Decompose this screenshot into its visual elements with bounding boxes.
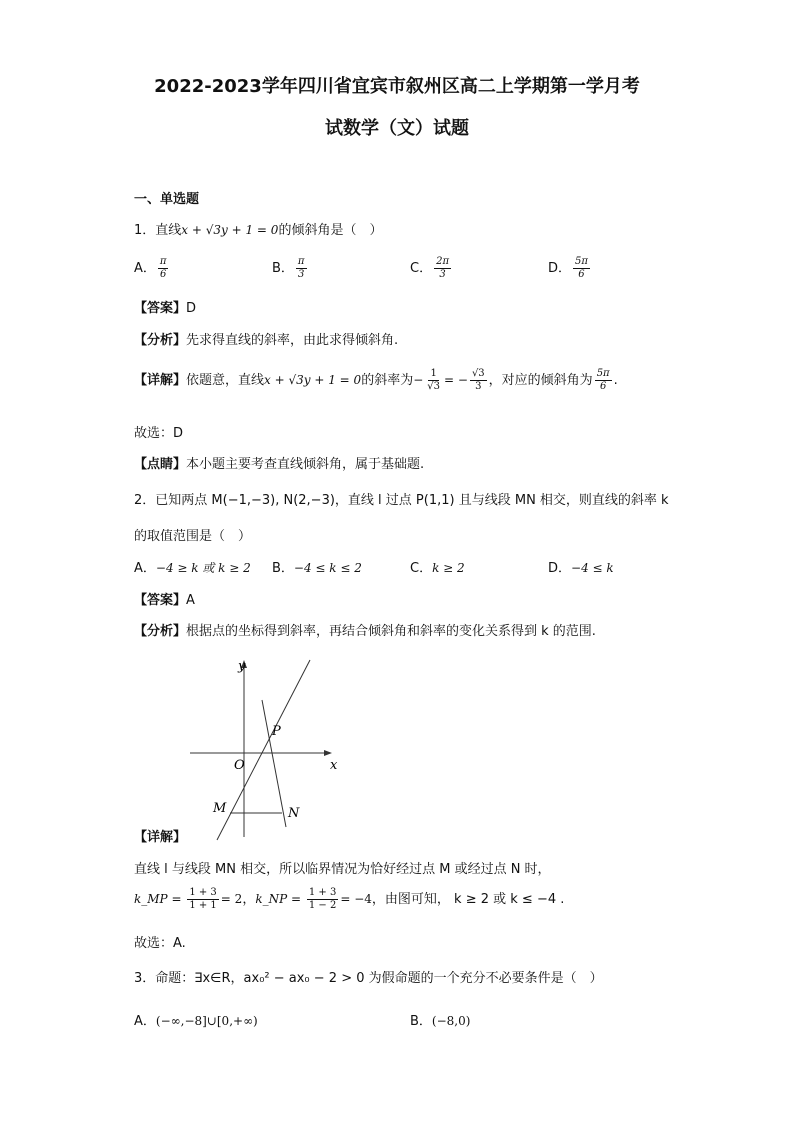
frac-num: √3 — [471, 368, 485, 379]
coordinate-figure — [180, 652, 350, 842]
option-label: B． — [410, 1014, 432, 1029]
point-n-label: N — [288, 806, 300, 821]
detail-text: . — [613, 373, 618, 388]
q2-stem-line2: 的取值范围是（ ） — [134, 529, 252, 544]
option-text: −4 ≥ k 或 k ≥ 2 — [155, 561, 251, 575]
q1-choice: 故选：D — [134, 426, 184, 441]
comment-text: 本小题主要考查直线倾斜角，属于基础题. — [186, 457, 425, 472]
answer-tag: 【答案】 — [134, 301, 187, 316]
answer-value: D — [186, 301, 197, 316]
q2-detail-line2: k_MP = $\frac{1 + 3}{1 + 1}$ = 2，k_NP = $\frac{1 + 3}{1 - 2}$ = −4，由图可知， k ≥ 2 或 k ≤ −4 . — [134, 887, 565, 911]
q1-option-d — [548, 256, 592, 281]
frac-den: 1 − 2 — [308, 900, 337, 911]
slope-fraction-2 — [470, 368, 487, 393]
slope-symbol: k_MP — [134, 892, 168, 906]
q3-stem: 3．命题：∃x∈R，ax₀² − ax₀ − 2 > 0 为假命题的一个充分不必要条件是（ ） — [134, 971, 603, 986]
option-text: −4 ≤ k — [571, 561, 614, 575]
frac-num: 1 + 3 — [308, 887, 337, 898]
line-np — [262, 700, 286, 827]
q2-answer — [134, 589, 195, 608]
detail-text: ，由图可知， k ≥ 2 或 k ≤ −4 . — [371, 892, 565, 907]
k1-value: = 2 — [220, 892, 243, 906]
option-label: C． — [410, 561, 433, 576]
option-text: −4 ≤ k ≤ 2 — [293, 561, 362, 575]
option-label: C． — [410, 261, 433, 276]
answer-value: A — [186, 593, 195, 608]
frac-den: 6 — [578, 269, 585, 280]
point-m-label: M — [213, 801, 227, 816]
option-label: B． — [272, 261, 294, 276]
minus-sign: − — [413, 373, 424, 387]
section-heading: 一、单选题 — [134, 192, 200, 207]
q2-option-b — [272, 557, 362, 576]
angle-fraction — [595, 368, 612, 393]
analysis-tag: 【分析】 — [134, 624, 187, 639]
origin-label: O — [234, 758, 245, 773]
q1-analysis — [134, 329, 398, 348]
q1-answer — [134, 297, 196, 316]
q1-option-b — [272, 256, 309, 281]
option-fraction — [573, 256, 590, 281]
frac-den: 3 — [439, 269, 446, 280]
k2-fraction — [307, 887, 338, 912]
detail-tag: 【详解】 — [134, 373, 187, 388]
option-label: A． — [134, 1014, 156, 1029]
frac-num: 2π — [436, 256, 450, 267]
detail-text: 的斜率为 — [361, 373, 414, 388]
option-label: A． — [134, 561, 156, 576]
slope-fraction — [425, 368, 442, 393]
q2-stem-line1: 2．已知两点 M(−1,−3), N(2,−3)，直线 l 过点 P(1,1) 且与线段 MN 相交，则直线的斜率 k — [134, 493, 669, 508]
frac-num: 5π — [575, 256, 588, 267]
x-label: x — [330, 758, 338, 773]
q1-option-c — [410, 256, 453, 281]
q3-option-b — [410, 1010, 470, 1029]
q1-stem-formula: x + √3y + 1 = 0 — [181, 223, 279, 237]
q3-option-a — [134, 1010, 258, 1029]
q2-detail-tag — [134, 826, 186, 845]
frac-den: 6 — [160, 269, 167, 280]
q2-detail-line1: 直线 l 与线段 MN 相交，所以临界情况为恰好经过点 M 或经过点 N 时， — [134, 862, 551, 877]
answer-tag: 【答案】 — [134, 593, 187, 608]
option-fraction — [158, 256, 169, 281]
point-p-label: P — [272, 724, 281, 739]
q2-choice: 故选：A. — [134, 936, 186, 951]
frac-den: √3 — [427, 381, 440, 392]
frac-num: 1 — [430, 368, 437, 379]
q1-stem-post: 的倾斜角是（ ） — [278, 223, 383, 238]
option-label: B． — [272, 561, 294, 576]
frac-num: π — [297, 256, 305, 267]
analysis-tag: 【分析】 — [134, 333, 187, 348]
option-label: A． — [134, 261, 156, 276]
option-text: (−8,0) — [431, 1014, 471, 1028]
frac-num: 5π — [596, 368, 610, 379]
slope-symbol: k_NP — [255, 892, 288, 906]
k1-fraction — [187, 887, 218, 912]
analysis-text: 先求得直线的斜率，由此求得倾斜角. — [186, 333, 399, 348]
detail-tag: 【详解】 — [134, 830, 187, 845]
q2-option-d — [548, 557, 614, 576]
detail-formula: x + √3y + 1 = 0 — [264, 373, 362, 387]
k2-value: = −4 — [340, 892, 372, 906]
page-title: 2022-2023学年四川省宜宾市叙州区高二上学期第一学月考 — [154, 76, 640, 97]
option-label: D． — [548, 561, 572, 576]
detail-text: 依题意，直线 — [186, 373, 265, 388]
frac-den: 1 + 1 — [189, 900, 217, 911]
detail-text: ，对应的倾斜角为 — [488, 373, 593, 388]
frac-den: 3 — [475, 381, 482, 392]
page-title-line2: 试数学（文）试题 — [325, 118, 469, 139]
option-text: k ≥ 2 — [432, 561, 465, 575]
comment-tag: 【点睛】 — [134, 457, 187, 472]
option-fraction — [296, 256, 307, 281]
option-label: D． — [548, 261, 572, 276]
q2-option-c — [410, 557, 465, 576]
q1-stem — [134, 219, 382, 238]
analysis-text: 根据点的坐标得到斜率，再结合倾斜角和斜率的变化关系得到 k 的范围. — [186, 624, 596, 639]
q1-detail — [134, 368, 618, 393]
q1-comment — [134, 453, 424, 472]
frac-den: 6 — [599, 381, 607, 392]
q1-option-a — [134, 256, 170, 281]
q2-analysis — [134, 620, 596, 639]
option-text: (−∞,−8]∪[0,+∞) — [155, 1014, 258, 1028]
option-fraction — [434, 256, 451, 281]
q1-stem-pre: 1．直线 — [134, 223, 182, 238]
x-axis-arrow — [324, 750, 332, 756]
frac-den: 3 — [298, 269, 305, 280]
frac-num: π — [159, 256, 167, 267]
frac-num: 1 + 3 — [189, 887, 217, 898]
equals-minus: = − — [444, 373, 468, 387]
q2-option-a — [134, 557, 251, 576]
y-label: y — [238, 659, 246, 674]
